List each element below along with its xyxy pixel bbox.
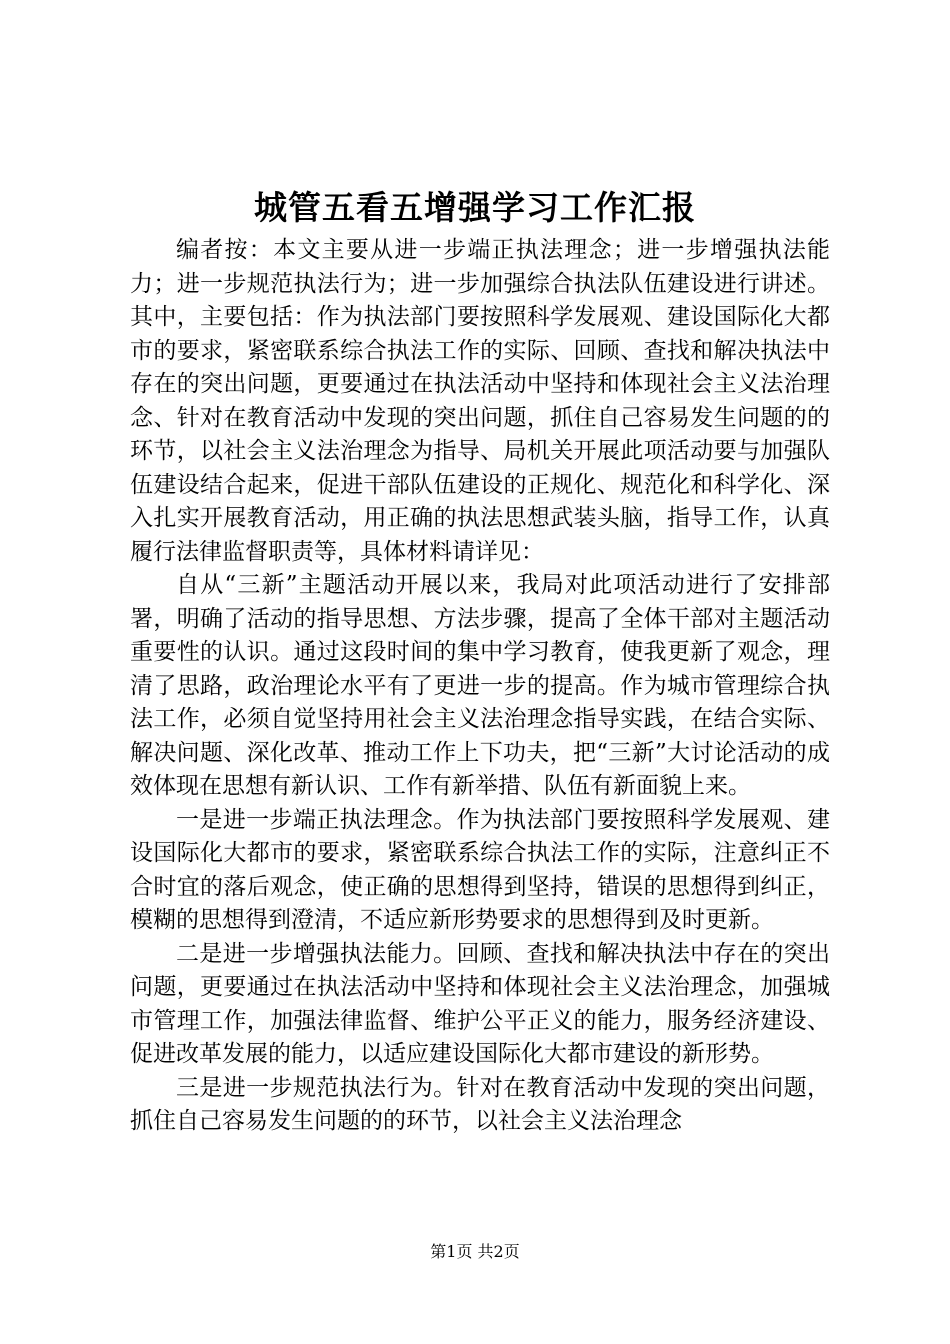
page-number-footer: 第1页 共2页 <box>430 1242 520 1261</box>
document-body <box>130 234 830 1139</box>
paragraph-point-two: 二是进一步增强执法能力。回顾、查找和解决执法中存在的突出问题，更要通过在执法活动中坚持和体现社会主义法治理念，加强城市管理工作，加强法律监督、维护公平正义的能力，服务经济建设、促进改革发展的能力，以适应建设国际化大都市建设的新形势。 <box>130 940 830 1067</box>
paragraph-point-one: 一是进一步端正执法理念。作为执法部门要按照科学发展观、建设国际化大都市的要求，紧密联系综合执法工作的实际，注意纠正不合时宜的落后观念，使正确的思想得到坚持，错误的思想得到纠正，模糊的思想得到澄清，不适应新形势要求的思想得到及时更新。 <box>130 806 830 933</box>
document-title: 城管五看五增强学习工作汇报 <box>254 188 696 227</box>
paragraph-point-three: 三是进一步规范执法行为。针对在教育活动中发现的突出问题，抓住自己容易发生问题的的环节，以社会主义法治理念 <box>130 1074 830 1134</box>
paragraph-intro: 自从“三新”主题活动开展以来，我局对此项活动进行了安排部署，明确了活动的指导思想、方法步骤，提高了全体干部对主题活动重要性的认识。通过这段时间的集中学习教育，使我更新了观念，理清了思路，政治理论水平有了更进一步的提高。作为城市管理综合执法工作，必须自觉坚持用社会主义法治理念指导实践，在结合实际、解决问题、深化改革、推动工作上下功夫，把“三新”大讨论活动的成效体现在思想有新认识、工作有新举措、队伍有新面貌上来。 <box>130 572 830 799</box>
paragraph-editor-note: 编者按：本文主要从进一步端正执法理念；进一步增强执法能力；进一步规范执法行为；进一步加强综合执法队伍建设进行讲述。其中，主要包括：作为执法部门要按照科学发展观、建设国际化大都市的要求，紧密联系综合执法工作的实际、回顾、查找和解决执法中存在的突出问题，更要通过在执法活动中坚持和体现社会主义法治理念、针对在教育活动中发现的突出问题，抓住自己容易发生问题的的环节，以社会主义法治理念为指导、局机关开展此项活动要与加强队伍建设结合起来，促进干部队伍建设的正规化、规范化和科学化、深入扎实开展教育活动，用正确的执法思想武装头脑，指导工作，认真履行法律监督职责等，具体材料请详见： <box>130 237 830 565</box>
